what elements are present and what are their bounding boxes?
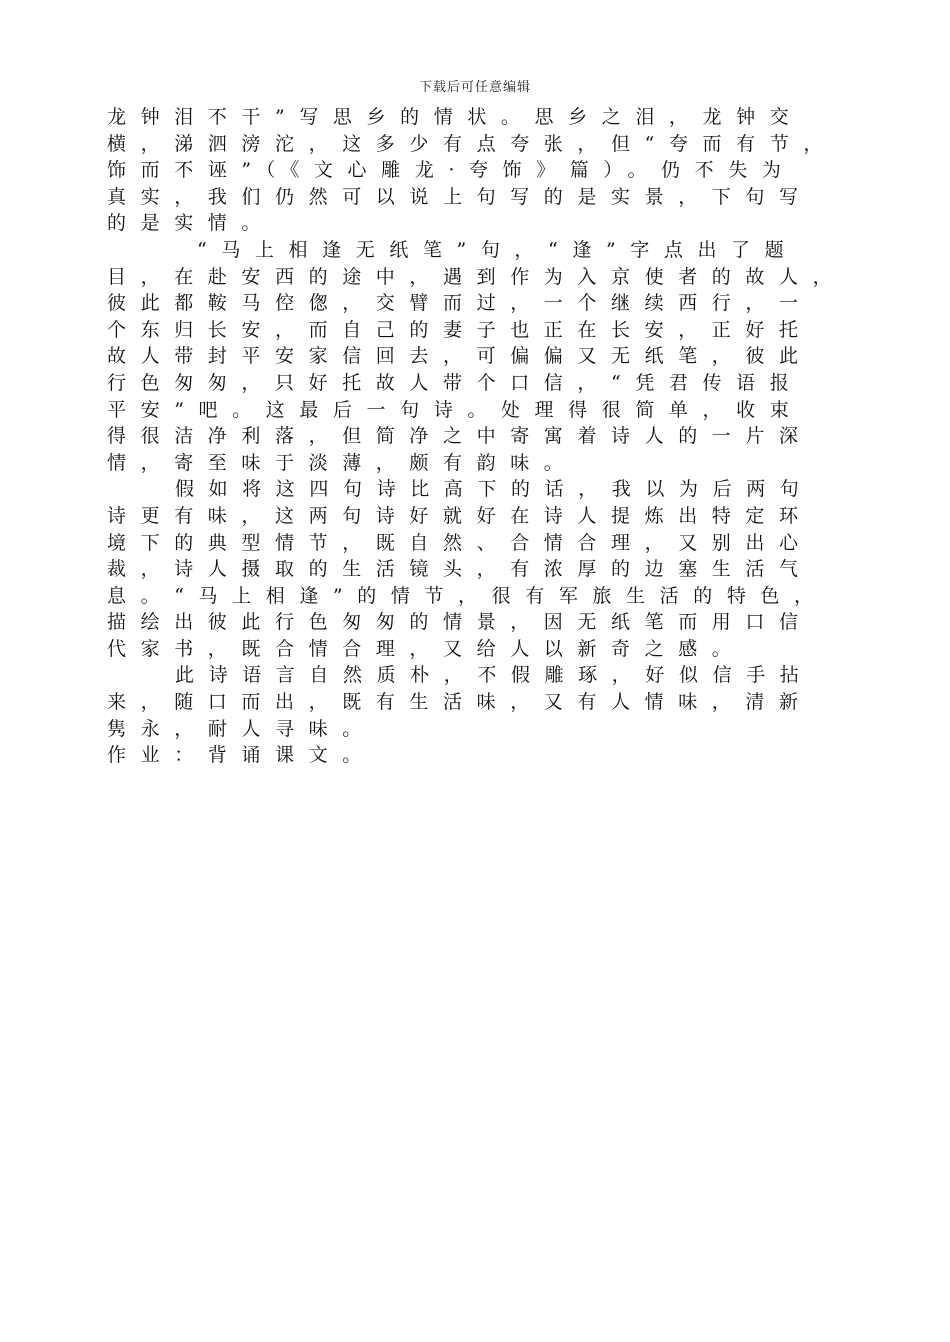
text-line: 行色匆匆，只好托故人带个口信，“凭君传语报 <box>107 371 804 394</box>
text-line: 平安”吧。这最后一句诗。处理得很简单，收束 <box>107 398 804 421</box>
text-line: 龙钟泪不干”写思乡的情状。思乡之泪，龙钟交 <box>107 106 804 128</box>
text-line: “马上相逢无纸笔”句，“逢”字点出了题 <box>197 238 799 261</box>
text-line: 隽永，耐人寻味。 <box>107 717 376 740</box>
text-line: 假如将这四句诗比高下的话，我以为后两句 <box>175 478 814 501</box>
text-line: 横，涕泗滂沱，这多少有点夸张，但“夸而有节， <box>107 132 837 155</box>
text-line: 得很洁净利落，但简净之中寄寓着诗人的一片深 <box>107 425 813 448</box>
text-line: 饰而不诬”（《文心雕龙·夸饰》篇）。仍不失为 <box>107 159 796 182</box>
text-line: 的是实情。 <box>107 212 276 235</box>
text-line: 来，随口而出，既有生活味，又有人情味，清新 <box>107 691 813 714</box>
text-line: 息。“马上相逢”的情节，很有军旅生活的特色， <box>107 584 828 607</box>
text-line: 个东归长安，而自己的妻子也正在长安，正好托 <box>107 318 813 341</box>
text-line: 诗更有味，这两句诗好就好在诗人提炼出特定环 <box>107 504 813 527</box>
text-line: 裁，诗人摄取的生活镜头，有浓厚的边塞生活气 <box>107 558 813 581</box>
text-line: 境下的典型情节，既自然、合情合理，又别出心 <box>107 531 813 554</box>
text-line: 故人带封平安家信回去，可偏偏又无纸笔，彼此 <box>107 345 813 368</box>
text-line: 情，寄至味于淡薄，颇有韵味。 <box>107 451 578 474</box>
document-body <box>107 104 847 769</box>
text-line: 代家书，既合情合理，又给人以新奇之感。 <box>107 637 746 660</box>
text-line: 此诗语言自然质朴，不假雕琢，好似信手拈 <box>175 664 814 687</box>
text-line: 描绘出彼此行色匆匆的情景，因无纸笔而用口信 <box>107 611 813 634</box>
text-line: 作业：背诵课文。 <box>107 744 376 767</box>
page-header: 下载后可任意编辑 <box>418 80 531 95</box>
text-line: 彼此都鞍马倥偬，交臂而过，一个继续西行，一 <box>107 292 813 315</box>
text-line: 真实，我们仍然可以说上句写的是实景，下句写 <box>107 185 813 208</box>
text-line: 目，在赴安西的途中，遇到作为入京使者的故人， <box>107 265 847 288</box>
